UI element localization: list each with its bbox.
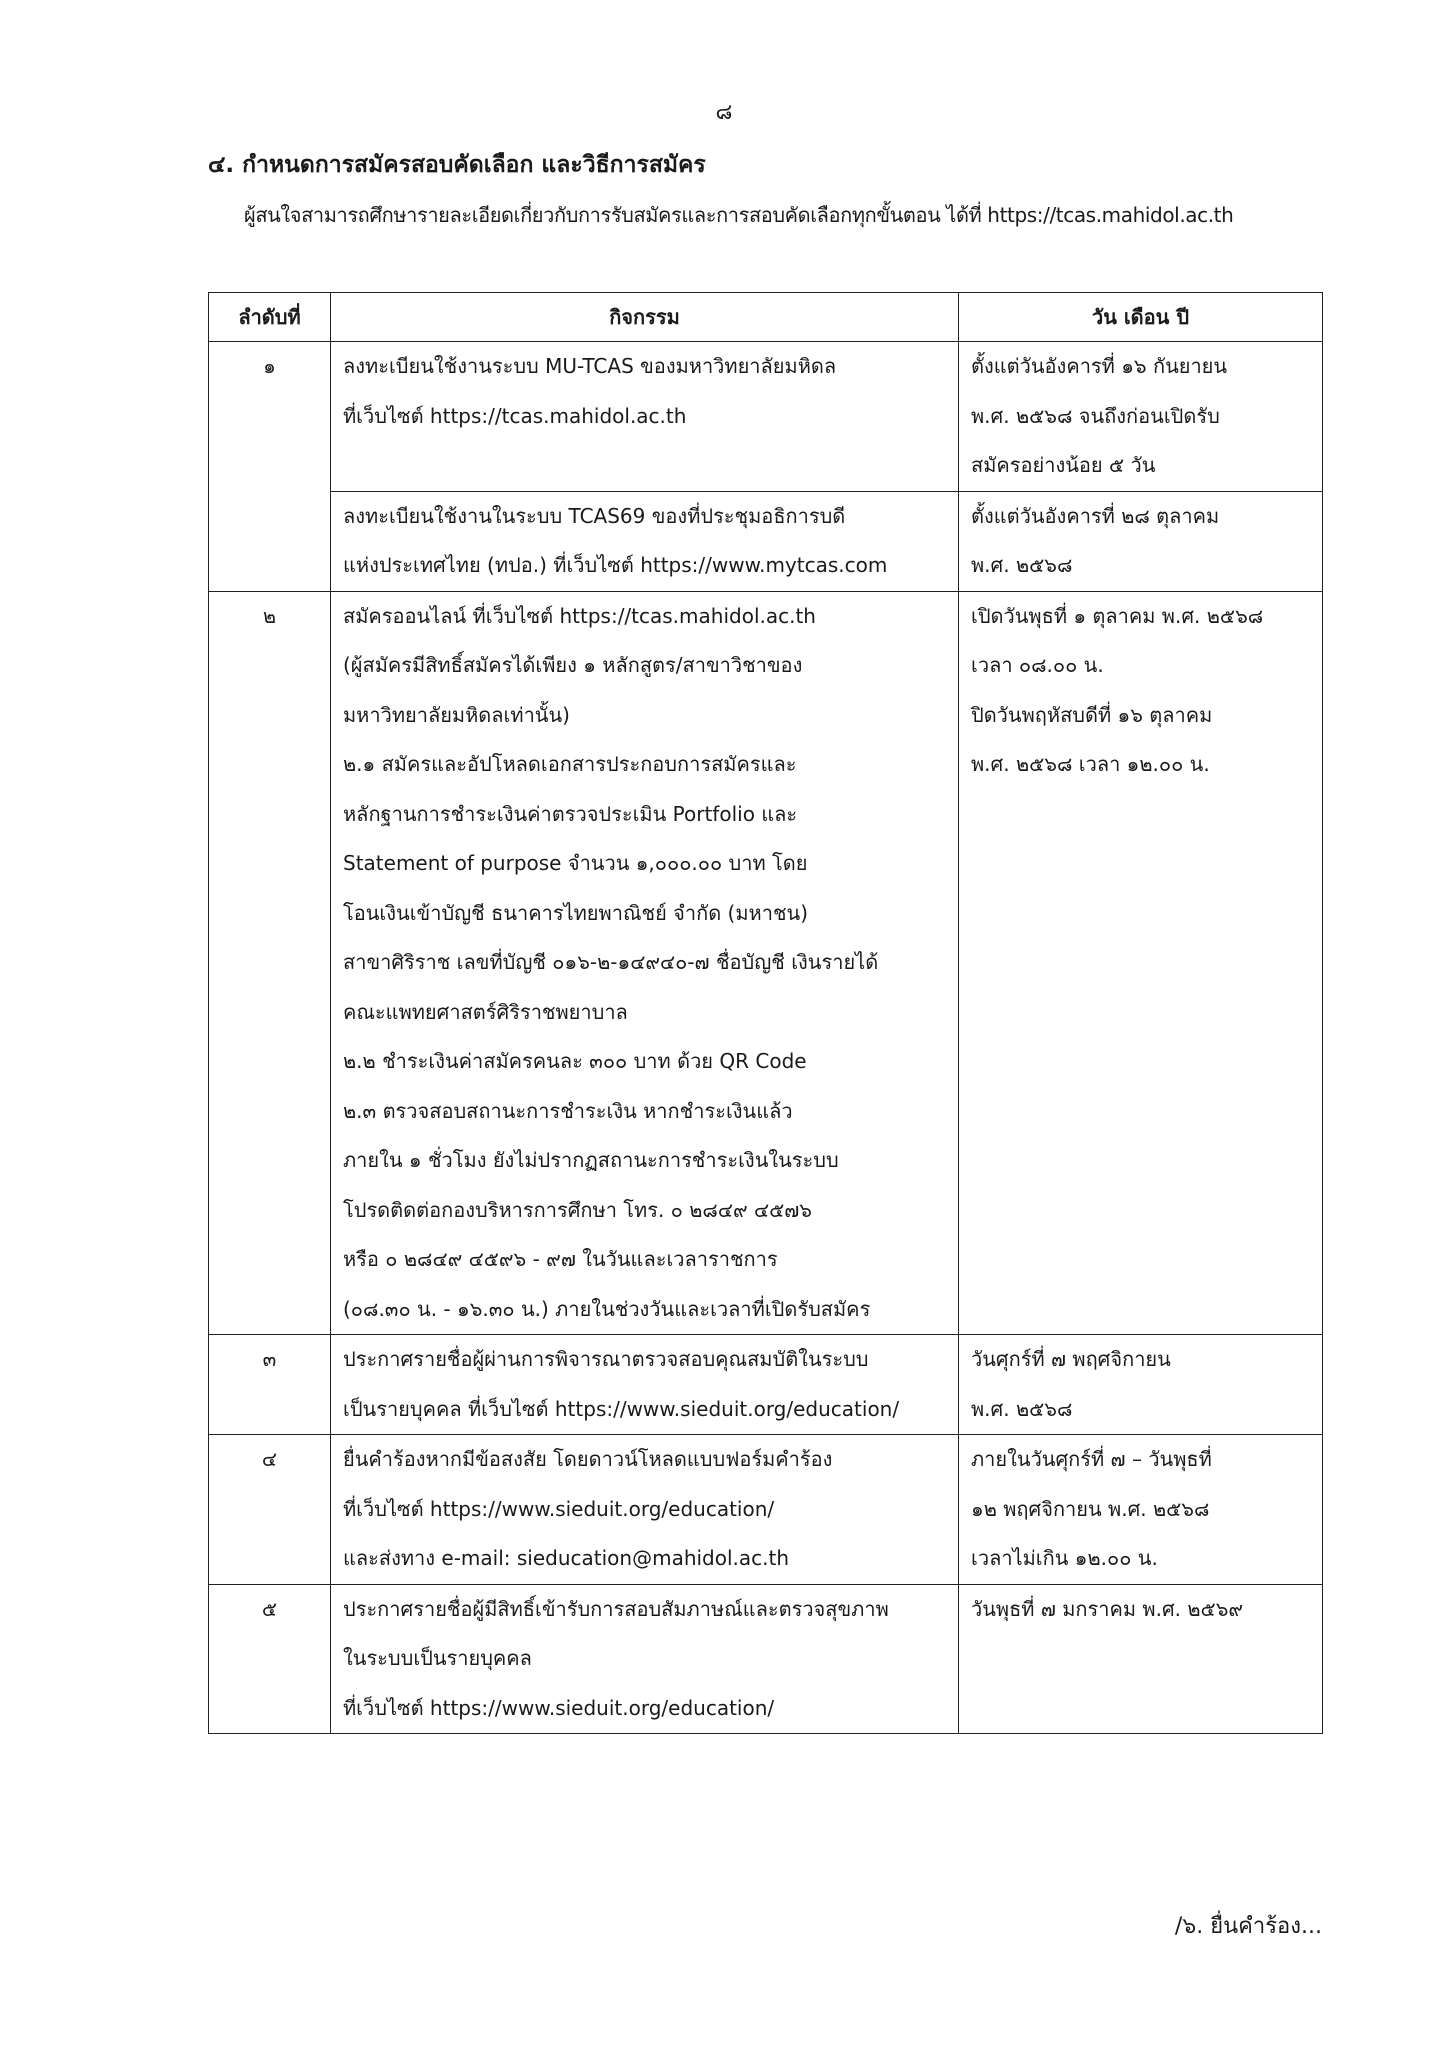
table-row [209, 591, 1323, 1335]
date-line: ตั้งแต่วันอังคารที่ ๒๘ ตุลาคม [971, 503, 1220, 528]
activity-line: Statement of purpose จำนวน ๑,๐๐๐.๐๐ บาท โดย [343, 851, 808, 875]
activity-cell [331, 342, 959, 492]
date-line: พ.ศ. ๒๕๖๘ [971, 1396, 1073, 1421]
activity-line: โปรดติดต่อกองบริหารการศึกษา โทร. ๐ ๒๘๔๙ ๔๕๗๖ [343, 1197, 812, 1222]
table-row [209, 1435, 1323, 1585]
date-line: ภายในวันศุกร์ที่ ๗ – วันพุธที่ [971, 1447, 1212, 1471]
activity-line: ที่เว็บไซต์ https://tcas.mahidol.ac.th [343, 403, 687, 428]
table-row [209, 1584, 1323, 1734]
activity-line: ที่เว็บไซต์ https://www.sieduit.org/education/ [343, 1695, 775, 1720]
activity-line: ภายใน ๑ ชั่วโมง ยังไม่ปรากฏสถานะการชำระเงินในระบบ [343, 1148, 839, 1172]
date-line: ตั้งแต่วันอังคารที่ ๑๖ กันยายน [971, 354, 1228, 378]
date-line: พ.ศ. ๒๕๖๘ จนถึงก่อนเปิดรับ [971, 403, 1220, 428]
row-order-number: ๕ [209, 1584, 331, 1734]
activity-line: ที่เว็บไซต์ https://www.sieduit.org/education/ [343, 1496, 775, 1521]
section-title: ๔. กำหนดการสมัครสอบคัดเลือก และวิธีการสมัคร [208, 152, 706, 178]
activity-line: สมัครออนไลน์ ที่เว็บไซต์ https://tcas.mahidol.ac.th [343, 603, 816, 628]
header-row [209, 293, 1323, 342]
activity-line: ลงทะเบียนใช้งานระบบ MU-TCAS ของมหาวิทยาลัยมหิดล [343, 354, 837, 378]
table-row [209, 342, 1323, 492]
date-cell [959, 591, 1323, 1335]
header-activity: กิจกรรม [331, 293, 959, 342]
date-line: วันพุธที่ ๗ มกราคม พ.ศ. ๒๕๖๙ [971, 1596, 1244, 1621]
row-order-number: ๒ [209, 591, 331, 1335]
row-order-number: ๑ [209, 342, 331, 592]
date-line: ปิดวันพฤหัสบดีที่ ๑๖ ตุลาคม [971, 702, 1213, 727]
activity-line: สาขาศิริราช เลขที่บัญชี ๐๑๖-๒-๑๔๙๔๐-๗ ชื่อบัญชี เงินรายได้ [343, 950, 879, 974]
activity-line: ๒.๑ สมัครและอัปโหลดเอกสารประกอบการสมัครและ [343, 752, 797, 776]
date-line: เปิดวันพุธที่ ๑ ตุลาคม พ.ศ. ๒๕๖๘ [971, 603, 1264, 628]
date-line: พ.ศ. ๒๕๖๘ เวลา ๑๒.๐๐ น. [971, 752, 1210, 776]
activity-line: (ผู้สมัครมีสิทธิ์สมัครได้เพียง ๑ หลักสูตร/สาขาวิชาของ [343, 653, 803, 677]
row-order-number: ๓ [209, 1335, 331, 1435]
activity-line: แห่งประเทศไทย (ทปอ.) ที่เว็บไซต์ https://www.mytcas.com [343, 553, 888, 577]
activity-line: ๒.๓ ตรวจสอบสถานะการชำระเงิน หากชำระเงินแล้ว [343, 1098, 793, 1123]
date-line: เวลา ๐๘.๐๐ น. [971, 653, 1104, 677]
date-line: สมัครอย่างน้อย ๕ วัน [971, 453, 1156, 477]
activity-line: หลักฐานการชำระเงินค่าตรวจประเมิน Portfolio และ [343, 801, 798, 826]
date-line: วันศุกร์ที่ ๗ พฤศจิกายน [971, 1347, 1171, 1371]
header-order: ลำดับที่ [209, 293, 331, 342]
activity-cell [331, 1435, 959, 1585]
date-cell [959, 491, 1323, 591]
table-row [209, 491, 1323, 591]
date-line: พ.ศ. ๒๕๖๘ [971, 553, 1073, 577]
schedule-table [208, 292, 1323, 1734]
activity-line: มหาวิทยาลัยมหิดลเท่านั้น) [343, 702, 570, 727]
date-cell [959, 1435, 1323, 1585]
date-line: ๑๒ พฤศจิกายน พ.ศ. ๒๕๖๘ [971, 1496, 1210, 1521]
next-page-marker: /๖. ยื่นคำร้อง... [1174, 1914, 1322, 1939]
activity-line: เป็นรายบุคคล ที่เว็บไซต์ https://www.sieduit.org/education/ [343, 1396, 900, 1421]
activity-line: ประกาศรายชื่อผู้ผ่านการพิจารณาตรวจสอบคุณสมบัติในระบบ [343, 1347, 869, 1371]
activity-line: และส่งทาง e-mail: sieducation@mahidol.ac.th [343, 1546, 790, 1570]
activity-line: (๐๘.๓๐ น. - ๑๖.๓๐ น.) ภายในช่วงวันและเวลาที่เปิดรับสมัคร [343, 1296, 871, 1321]
activity-line: ลงทะเบียนใช้งานในระบบ TCAS69 ของที่ประชุมอธิการบดี [343, 503, 846, 528]
activity-line: หรือ ๐ ๒๘๔๙ ๔๕๙๖ - ๙๗ ในวันและเวลาราชการ [343, 1247, 778, 1271]
row-order-number: ๔ [209, 1435, 331, 1585]
activity-line: ๒.๒ ชำระเงินค่าสมัครคนละ ๓๐๐ บาท ด้วย QR Code [343, 1049, 807, 1073]
page-number: ๘ [715, 100, 733, 125]
intro-paragraph: ผู้สนใจสามารถศึกษารายละเอียดเกี่ยวกับการรับสมัครและการสอบคัดเลือกทุกขั้นตอน ได้ที่ https://tcas.mahidol.ac.th [244, 203, 1234, 227]
header-date: วัน เดือน ปี [959, 293, 1323, 342]
table-body [209, 342, 1323, 1734]
date-cell [959, 1335, 1323, 1435]
date-cell [959, 342, 1323, 492]
date-cell [959, 1584, 1323, 1734]
activity-line: ยื่นคำร้องหากมีข้อสงสัย โดยดาวน์โหลดแบบฟอร์มคำร้อง [343, 1447, 833, 1471]
activity-cell [331, 491, 959, 591]
activity-cell [331, 591, 959, 1335]
activity-line: คณะแพทยศาสตร์ศิริราชพยาบาล [343, 999, 628, 1024]
activity-line: โอนเงินเข้าบัญชี ธนาคารไทยพาณิชย์ จำกัด (มหาชน) [343, 900, 808, 925]
date-line: เวลาไม่เกิน ๑๒.๐๐ น. [971, 1546, 1158, 1570]
activity-cell [331, 1584, 959, 1734]
table-header [209, 293, 1323, 342]
activity-line: ในระบบเป็นรายบุคคล [343, 1646, 532, 1670]
activity-cell [331, 1335, 959, 1435]
activity-line: ประกาศรายชื่อผู้มีสิทธิ์เข้ารับการสอบสัมภาษณ์และตรวจสุขภาพ [343, 1596, 889, 1621]
table-row [209, 1335, 1323, 1435]
